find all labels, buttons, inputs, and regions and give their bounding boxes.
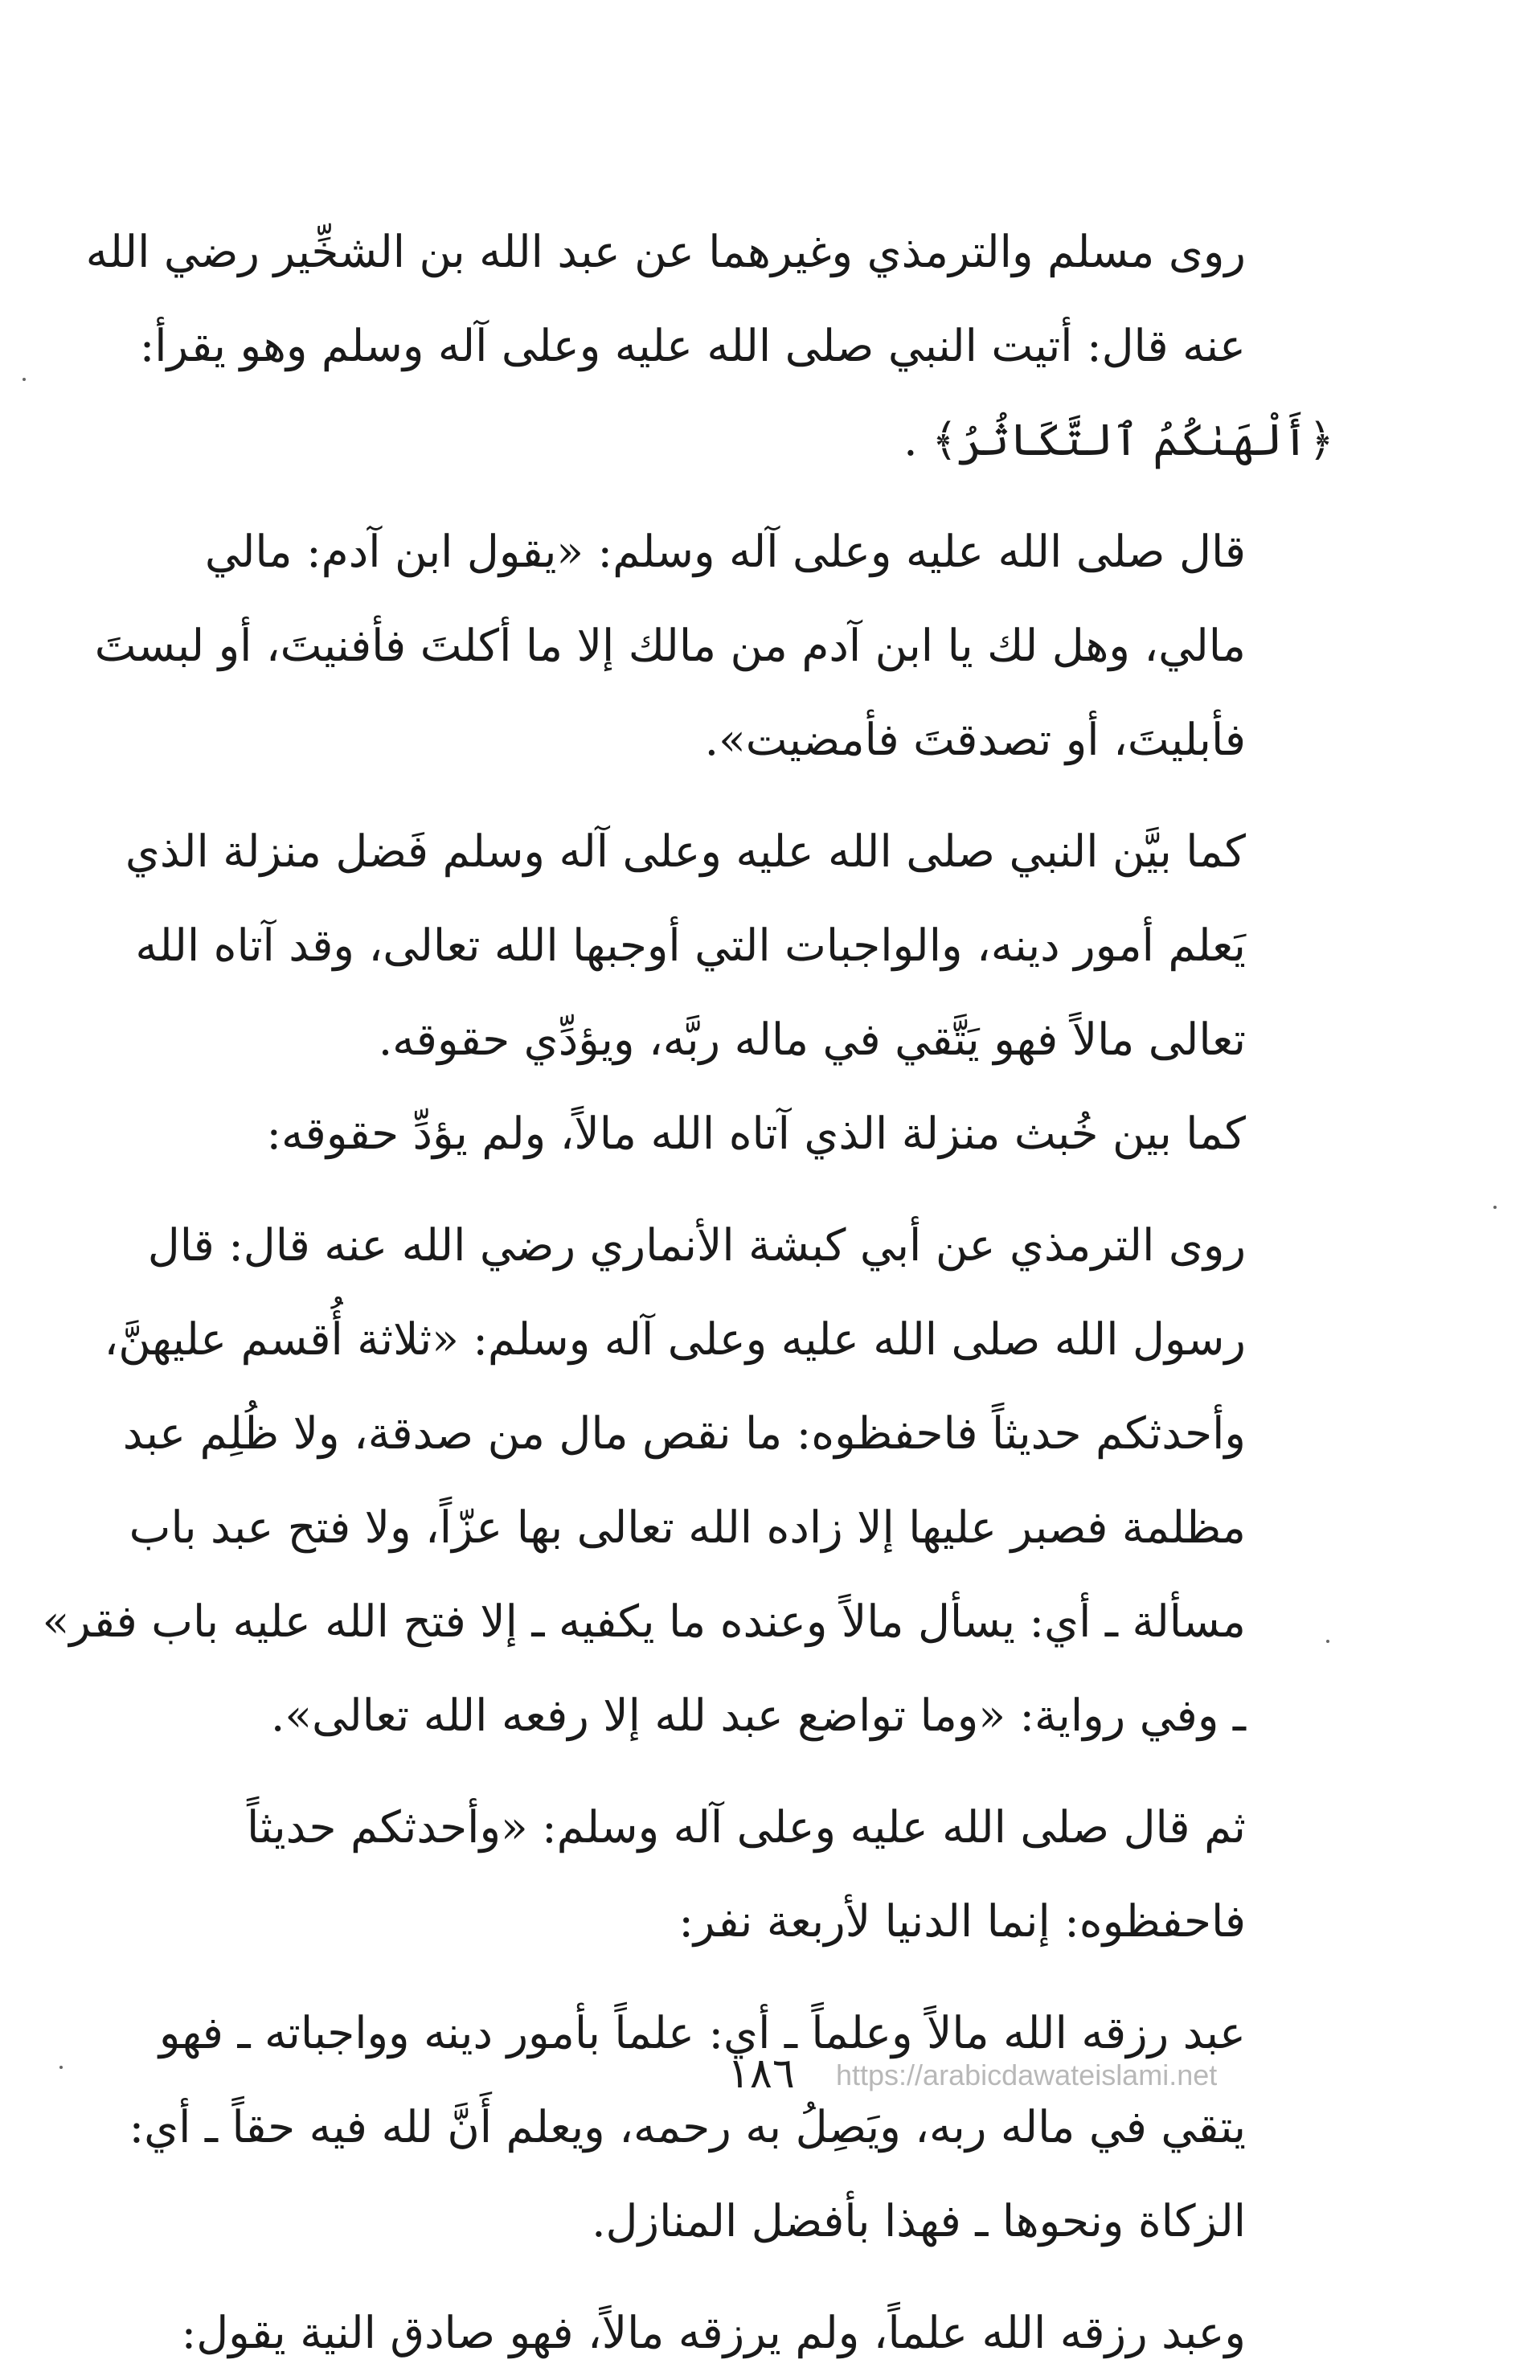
text-line: تعالى مالاً فهو يَتَّقي في ماله ربَّه، ويؤدِّي حقوقه. — [378, 1014, 1246, 1065]
quran-verse: ﴿أَلْهَىٰكُمُ ٱلتَّكَاثُرُ﴾ . — [903, 414, 1334, 465]
text-line: روى مسلم والترمذي وغيرهما عن عبد الله بن الشخِّير رضي الله — [85, 226, 1246, 277]
text-line: كما بين خُبث منزلة الذي آتاه الله مالاً، ولم يؤدِّ حقوقه: — [266, 1108, 1246, 1159]
text-line: رسول الله صلى الله عليه وعلى آله وسلم: «ثلاثة أُقسم عليهنَّ، — [104, 1313, 1246, 1365]
scan-speck — [1326, 1640, 1329, 1643]
paragraph-muslim-tirmidhi — [85, 205, 1334, 487]
text-line: فاحفظوه: إنما الدنيا لأربعة نفر: — [678, 1895, 1246, 1947]
text-line: قال صلى الله عليه وعلى آله وسلم: «يقول ابن آدم: مالي — [204, 526, 1246, 577]
text-line: ثم قال صلى الله عليه وعلى آله وسلم: «وأحدثكم حديثاً — [247, 1801, 1246, 1853]
scan-speck — [1493, 1206, 1497, 1209]
text-line: كما بيَّن النبي صلى الله عليه وعلى آله وسلم فَضل منزلة الذي — [125, 825, 1246, 877]
text-line: ـ وفي رواية: «وما تواضع عبد لله إلا رفعه الله تعالى». — [270, 1690, 1246, 1741]
paragraph-four-people — [193, 1780, 1334, 1968]
text-line: عبد رزقه الله مالاً وعلماً ـ أي: علماً بأمور دينه وواجباته ـ فهو — [158, 2007, 1246, 2058]
text-line: يَعلم أمور دينه، والواجبات التي أوجبها الله تعالى، وقد آتاه الله — [135, 920, 1246, 971]
text-line: مالي، وهل لك يا ابن آدم من مالك إلا ما أكلتَ فأفنيتَ، أو لبستَ — [94, 620, 1246, 671]
text-line: فأبليتَ، أو تصدقتَ فأمضيت». — [704, 714, 1246, 765]
paragraph-virtue — [125, 805, 1334, 1087]
page-number: ١٨٦ — [727, 2050, 795, 2098]
paragraph-abu-kabsha — [42, 1198, 1334, 1763]
watermark-url: https://arabicdawateislami.net — [836, 2058, 1218, 2091]
paragraph-second-servant — [181, 2286, 1334, 2380]
text-line: وعبد رزقه الله علماً، ولم يرزقه مالاً، فهو صادق النية يقول: — [181, 2307, 1246, 2358]
scan-speck — [59, 2066, 63, 2069]
paragraph-evil-rank — [193, 1087, 1334, 1181]
text-line: مسألة ـ أي: يسأل مالاً وعنده ما يكفيه ـ إلا فتح الله عليه باب فقر» — [42, 1596, 1246, 1647]
text-line: عنه قال: أتيت النبي صلى الله عليه وعلى آله وسلم وهو يقرأ: — [139, 320, 1246, 371]
scan-speck — [23, 378, 26, 381]
paragraph-first-servant — [129, 1986, 1334, 2268]
text-line: يتقي في ماله ربه، ويَصِلُ به رحمه، ويعلم أَنَّ لله فيه حقاً ـ أي: — [129, 2101, 1246, 2153]
text-line: مظلمة فصبر عليها إلا زاده الله تعالى بها عزّاً، ولا فتح عبد باب — [129, 1501, 1246, 1553]
text-line: وأحدثكم حديثاً فاحفظوه: ما نقص مال من صدقة، ولا ظُلِم عبد — [122, 1407, 1246, 1459]
paragraph-ibn-adam — [94, 505, 1334, 787]
text-line: الزكاة ونحوها ـ فهذا بأفضل المنازل. — [592, 2195, 1246, 2247]
text-line: روى الترمذي عن أبي كبشة الأنماري رضي الله عنه قال: قال — [147, 1219, 1246, 1271]
page-footer — [0, 2042, 1540, 2106]
